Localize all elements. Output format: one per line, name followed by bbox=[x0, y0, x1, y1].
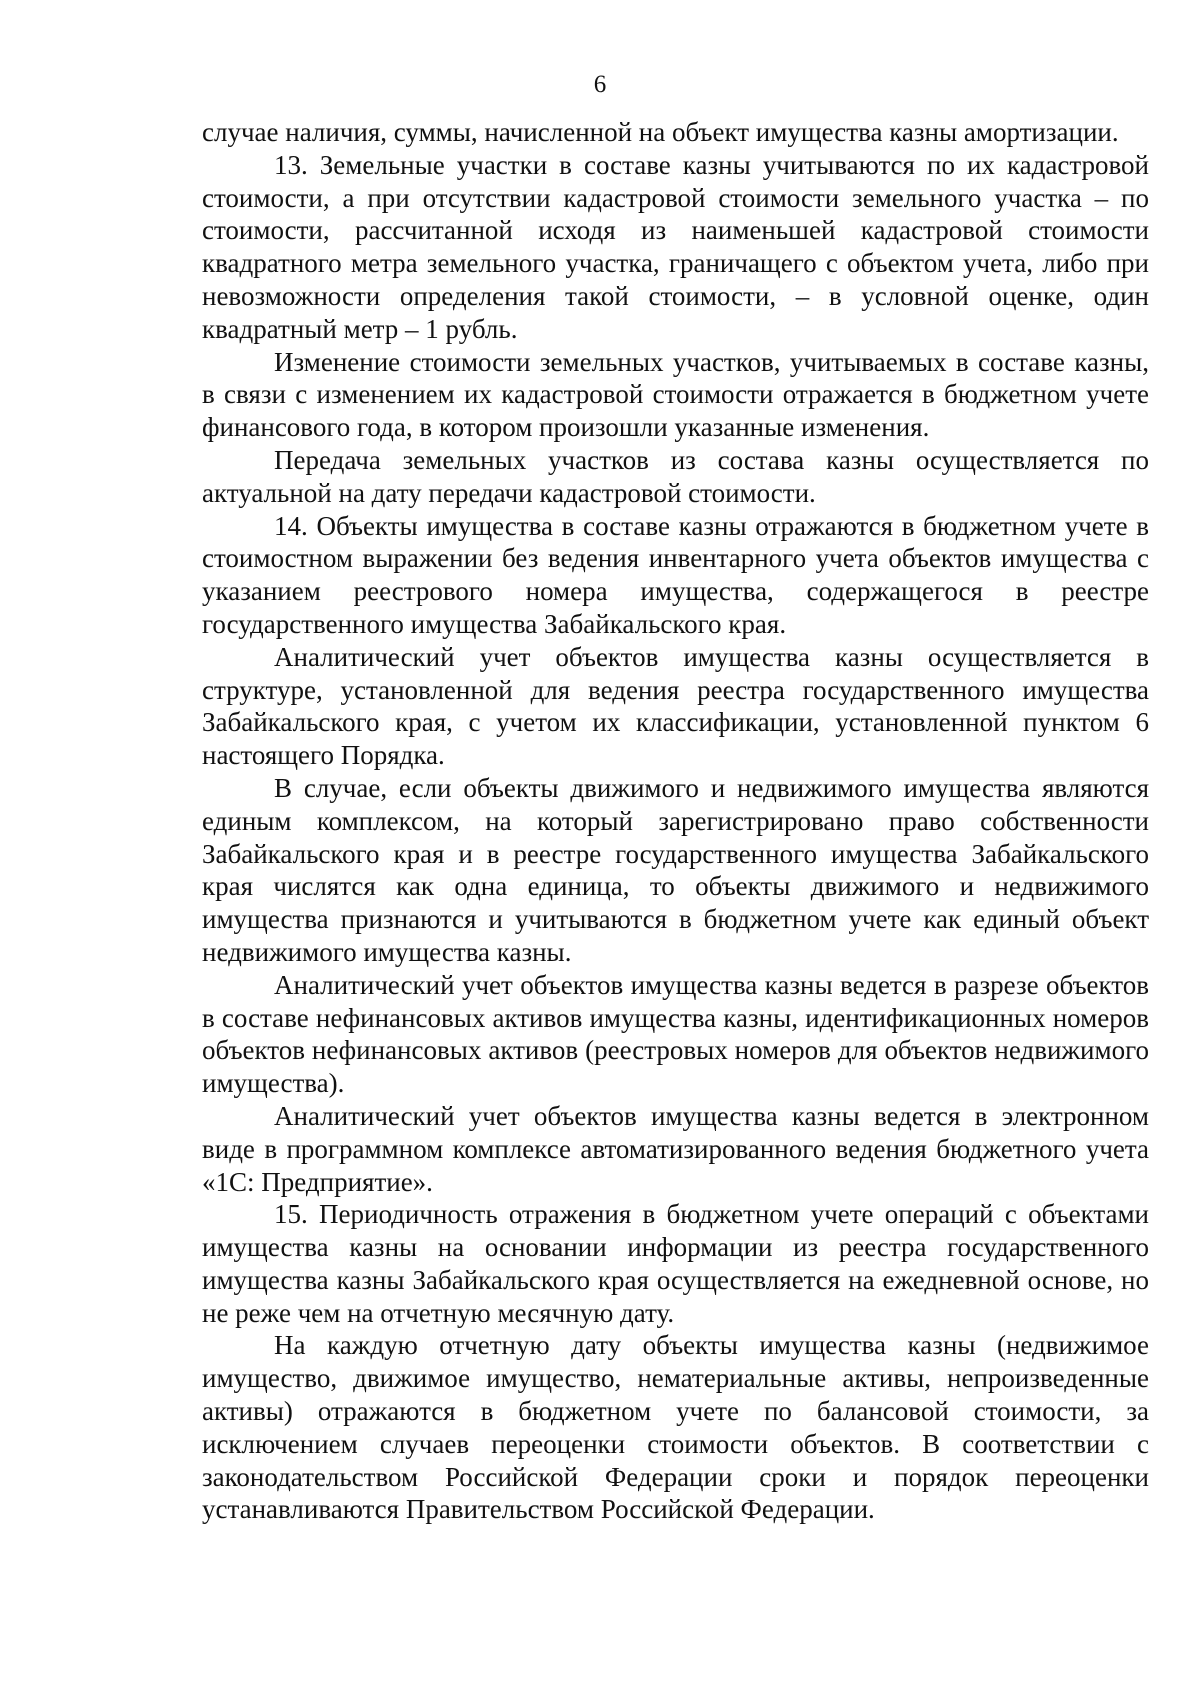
paragraph-analytical-accounting-structure: Аналитический учет объектов имущества казны осуществляется в структуре, установленной для ведения реестра государственного имущества Забайкальского края, с учетом их классификации, установленной пунктом 6 настоящего Порядка. bbox=[202, 641, 1149, 771]
paragraph-single-complex: В случае, если объекты движимого и недвижимого имущества являются единым комплексом, на который зарегистрировано право собственности Забайкальского края и в реестре государственного имущества Забайкальского края числятся как одна единица, то объекты движимого и недвижимого имущества признаются и учитываются в бюджетном учете как единый объект недвижимого имущества казны. bbox=[202, 772, 1149, 967]
page-number: 6 bbox=[593, 71, 607, 98]
paragraph-analytical-accounting-breakdown: Аналитический учет объектов имущества казны ведется в разрезе объектов в составе нефинансовых активов имущества казны, идентификационных номеров объектов нефинансовых активов (реестровых номеров для объектов недвижимого имущества). bbox=[202, 969, 1149, 1099]
paragraph-continuation: случае наличия, суммы, начисленной на объект имущества казны амортизации. bbox=[202, 117, 1119, 147]
paragraph-land-transfer: Передача земельных участков из состава казны осуществляется по актуальной на дату передачи кадастровой стоимости. bbox=[202, 444, 1149, 508]
document-body bbox=[202, 116, 1149, 1526]
paragraph-reporting-date: На каждую отчетную дату объекты имущества казны (недвижимое имущество, движимое имущество, нематериальные активы, непроизведенные активы) отражаются в бюджетном учете по балансовой стоимости, за исключением случаев переоценки стоимости объектов. В соответствии с законодательством Российской Федерации сроки и порядок переоценки устанавливаются Правительством Российской Федерации. bbox=[202, 1330, 1149, 1525]
paragraph-14-property-objects: 14. Объекты имущества в составе казны отражаются в бюджетном учете в стоимостном выражении без ведения инвентарного учета объектов имущества с указанием реестрового номера имущества, содержащегося в реестре государственного имущества Забайкальского края. bbox=[202, 510, 1149, 639]
paragraph-15-periodicity: 15. Периодичность отражения в бюджетном учете операций с объектами имущества казны на основании информации из реестра государственного имущества казны Забайкальского края осуществляется на ежедневной основе, но не реже чем на отчетную месячную дату. bbox=[202, 1199, 1149, 1328]
paragraph-13-land-plots: 13. Земельные участки в составе казны учитываются по их кадастровой стоимости, а при отсутствии кадастровой стоимости земельного участка – по стоимости, рассчитанной исходя из наименьшей кадастровой стоимости квадратного метра земельного участка, граничащего с объектом учета, либо при невозможности определения такой стоимости, – в условной оценке, один квадратный метр – 1 рубль. bbox=[202, 149, 1149, 344]
paragraph-land-value-change: Изменение стоимости земельных участков, учитываемых в составе казны, в связи с изменением их кадастровой стоимости отражается в бюджетном учете финансового года, в котором произошли указанные изменения. bbox=[202, 346, 1149, 443]
paragraph-electronic-accounting: Аналитический учет объектов имущества казны ведется в электронном виде в программном комплексе автоматизированного ведения бюджетного учета «1С: Предприятие». bbox=[202, 1100, 1149, 1197]
